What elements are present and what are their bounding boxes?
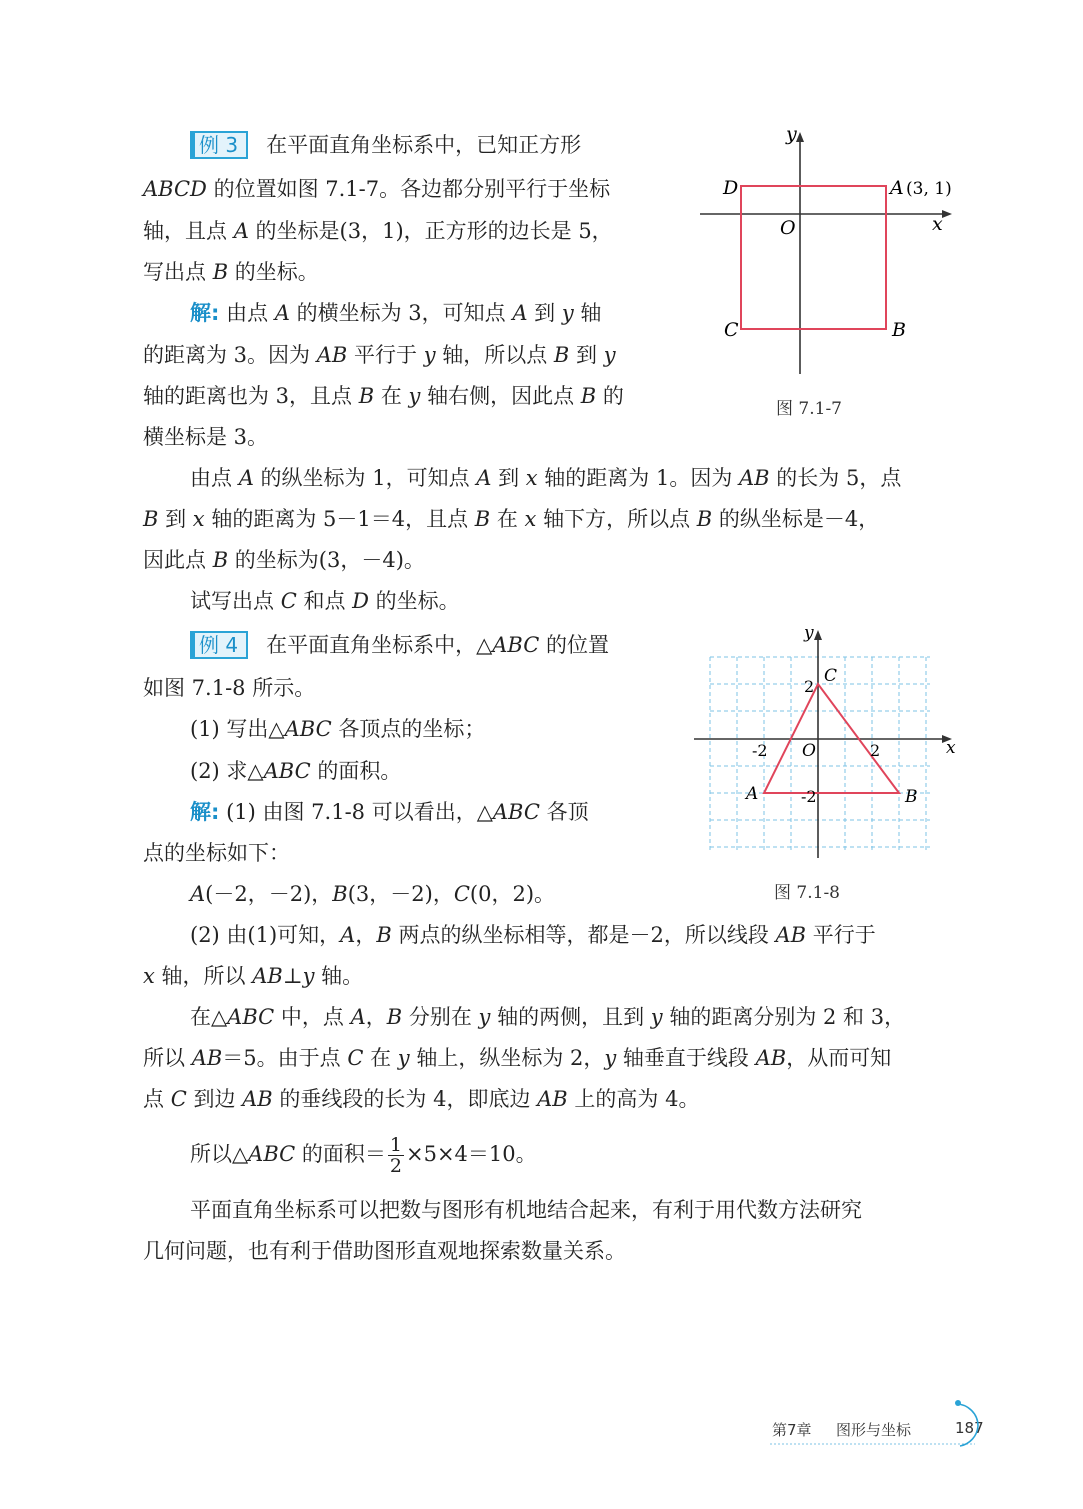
point-c-label: C <box>824 666 838 686</box>
example4-part2-line3: 在△ABC 中，点 A，B 分别在 y 轴的两侧，且到 y 轴的距离分别为 2 和 3， <box>190 1005 906 1029</box>
solution-label: 解: <box>190 800 220 824</box>
point-d-label: D <box>723 177 739 199</box>
example4-part2-line1: (2) 由(1)可知，A，B 两点的纵坐标相等，都是－2，所以线段 AB 平行于 <box>190 923 876 947</box>
example3-line1: 例 3 在平面直角坐标系中，已知正方形 <box>190 130 581 160</box>
origin-label: O <box>802 741 816 761</box>
example3-para2-line1: 由点 A 的纵坐标为 1，可知点 A 到 x 轴的距离为 1。因为 AB 的长为 5，点 <box>190 466 902 490</box>
example3-line3: 轴，且点 A 的坐标是(3，1)，正方形的边长是 5， <box>143 219 613 243</box>
figure-7-1-8-caption: 图 7.1-8 <box>774 883 840 903</box>
example4-line2: 如图 7.1-8 所示。 <box>143 676 316 700</box>
footer-chapter: 第7章 <box>772 1421 812 1439</box>
example4-part2-line5: 点 C 到边 AB 的垂线段的长为 4，即底边 AB 上的高为 4。 <box>143 1087 700 1111</box>
example4-line1: 例 4 在平面直角坐标系中，△ABC 的位置 <box>190 630 609 660</box>
tick-x-2: 2 <box>870 741 881 760</box>
point-a-label: A <box>890 177 904 199</box>
example3-para2-line2: B 到 x 轴的距离为 5－1＝4，且点 B 在 x 轴下方，所以点 B 的纵坐标是－4， <box>143 507 880 531</box>
figure-7-1-7-caption: 图 7.1-7 <box>776 399 842 419</box>
example3-para2-line3: 因此点 B 的坐标为(3，－4)。 <box>143 548 425 572</box>
solution-label: 解: <box>190 301 220 325</box>
example4-tag: 例 4 <box>190 631 248 659</box>
fraction-one-half: $\frac{1}{2}$ <box>389 1134 402 1177</box>
example3-solution-line4: 横坐标是 3。 <box>143 425 269 449</box>
tick-y-2: 2 <box>804 677 815 696</box>
y-axis-arrow <box>814 630 822 640</box>
example3-solution-line1: 解: 由点 A 的横坐标为 3，可知点 A 到 y 轴 <box>190 301 602 325</box>
example4-question2: (2) 求△ABC 的面积。 <box>190 759 402 783</box>
example4-area-formula: 所以△ABC 的面积＝ $\frac{1}{2}$ ×5×4＝10。 <box>190 1134 537 1177</box>
y-axis-label: y <box>786 123 797 145</box>
point-c-label: C <box>724 319 739 341</box>
footer-ornament <box>760 1396 1000 1452</box>
example3-tag: 例 3 <box>190 131 248 159</box>
example3-exercise: 试写出点 C 和点 D 的坐标。 <box>190 589 460 613</box>
x-axis-label: x <box>946 738 956 758</box>
x-axis-arrow <box>942 210 952 218</box>
footer-chapter-title: 图形与坐标 <box>836 1421 912 1439</box>
example4-solution-line1: 解: (1) 由图 7.1-8 可以看出，△ABC 各顶 <box>190 800 589 824</box>
y-axis-label: y <box>804 623 814 643</box>
example3-solution-line3: 轴的距离也为 3，且点 B 在 y 轴右侧，因此点 B 的 <box>143 384 624 408</box>
figure-7-1-7 <box>690 120 970 380</box>
tick-x-minus-2: -2 <box>752 741 768 760</box>
example3-line4: 写出点 B 的坐标。 <box>143 260 319 284</box>
x-axis-label: x <box>932 213 943 235</box>
example4-part2-line4: 所以 AB＝5。由于点 C 在 y 轴上，纵坐标为 2，y 轴垂直于线段 AB，从而可知 <box>143 1046 892 1070</box>
square-abcd <box>741 186 886 329</box>
figure-7-1-8 <box>690 620 970 870</box>
example4-solution-line2: 点的坐标如下： <box>143 841 290 865</box>
example4-vertex-coordinates: A(－2，－2)，B(3，－2)，C(0，2)。 <box>190 882 556 906</box>
y-axis-arrow <box>796 132 804 142</box>
point-b-label: B <box>905 787 918 807</box>
tick-y-minus-2: -2 <box>801 787 817 806</box>
example3-solution-line2: 的距离为 3。因为 AB 平行于 y 轴，所以点 B 到 y <box>143 343 616 367</box>
example3-line2: ABCD 的位置如图 7.1-7。各边都分别平行于坐标 <box>143 177 611 201</box>
closing-line1: 平面直角坐标系可以把数与图形有机地结合起来，有利于用代数方法研究 <box>190 1198 862 1222</box>
example4-part2-line2: x 轴，所以 AB⊥y 轴。 <box>143 964 364 988</box>
closing-line2: 几何问题，也有利于借助图形直观地探索数量关系。 <box>143 1239 626 1263</box>
point-a-coordinate: (3, 1) <box>906 179 952 199</box>
page-number: 187 <box>955 1419 984 1437</box>
point-a-label: A <box>746 784 759 804</box>
example4-question1: (1) 写出△ABC 各顶点的坐标； <box>190 717 486 741</box>
point-b-label: B <box>892 319 906 341</box>
origin-label: O <box>780 217 796 239</box>
